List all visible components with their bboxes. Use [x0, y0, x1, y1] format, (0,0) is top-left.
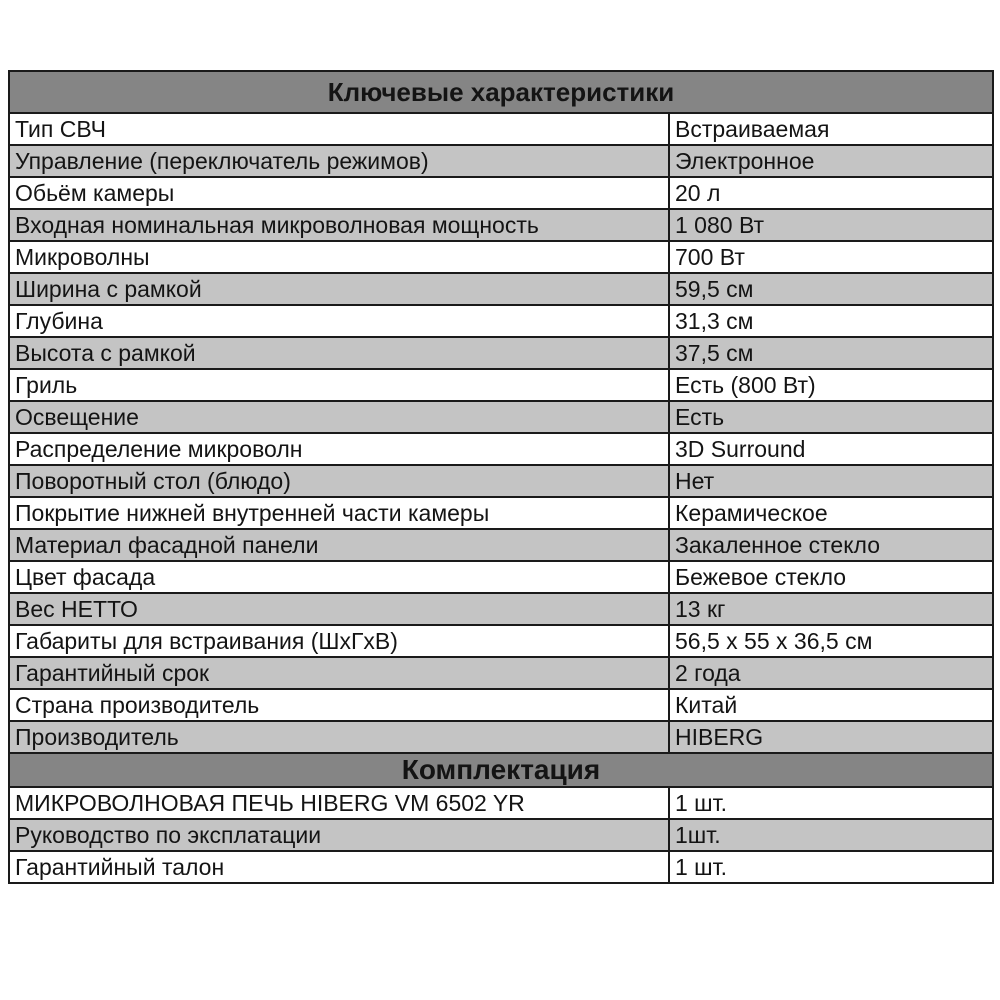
row-label: Производитель: [9, 721, 669, 753]
row-value: HIBERG: [669, 721, 993, 753]
table-row: [9, 657, 993, 689]
row-label: Страна производитель: [9, 689, 669, 721]
row-label: Распределение микроволн: [9, 433, 669, 465]
table-row: [9, 369, 993, 401]
row-value: Есть: [669, 401, 993, 433]
row-value: Китай: [669, 689, 993, 721]
row-value: Нет: [669, 465, 993, 497]
row-value: 700 Вт: [669, 241, 993, 273]
row-value: 13 кг: [669, 593, 993, 625]
row-value: Бежевое стекло: [669, 561, 993, 593]
table-row: [9, 625, 993, 657]
table-row: [9, 819, 993, 851]
row-label: Поворотный стол (блюдо): [9, 465, 669, 497]
table-row: [9, 241, 993, 273]
row-value: Есть (800 Вт): [669, 369, 993, 401]
row-value: Керамическое: [669, 497, 993, 529]
table-row: [9, 529, 993, 561]
row-label: Габариты для встраивания (ШхГхВ): [9, 625, 669, 657]
row-value: 2 года: [669, 657, 993, 689]
table-row: [9, 401, 993, 433]
table-row: [9, 561, 993, 593]
table-row: [9, 177, 993, 209]
row-label: Руководство по эксплатации: [9, 819, 669, 851]
table-row: [9, 209, 993, 241]
section-header-row: [9, 71, 993, 113]
row-value: 1 шт.: [669, 851, 993, 883]
row-label: Глубина: [9, 305, 669, 337]
row-value: Электронное: [669, 145, 993, 177]
table-row: [9, 305, 993, 337]
row-label: Тип СВЧ: [9, 113, 669, 145]
spec-table: [8, 70, 994, 884]
table-row: [9, 145, 993, 177]
row-label: МИКРОВОЛНОВАЯ ПЕЧЬ HIBERG VM 6502 YR: [9, 787, 669, 819]
row-value: 1 080 Вт: [669, 209, 993, 241]
row-value: 1шт.: [669, 819, 993, 851]
table-row: [9, 273, 993, 305]
row-label: Обьём камеры: [9, 177, 669, 209]
table-row: [9, 787, 993, 819]
table-row: [9, 721, 993, 753]
row-value: 31,3 см: [669, 305, 993, 337]
row-value: 3D Surround: [669, 433, 993, 465]
row-value: 59,5 см: [669, 273, 993, 305]
row-value: 37,5 см: [669, 337, 993, 369]
table-row: [9, 689, 993, 721]
row-label: Гарантийный талон: [9, 851, 669, 883]
row-label: Освещение: [9, 401, 669, 433]
row-label: Цвет фасада: [9, 561, 669, 593]
row-value: 20 л: [669, 177, 993, 209]
table-row: [9, 851, 993, 883]
table-row: [9, 433, 993, 465]
row-value: 56,5 х 55 х 36,5 см: [669, 625, 993, 657]
section-title-key-specs: Ключевые характеристики: [9, 71, 993, 113]
row-label: Микроволны: [9, 241, 669, 273]
section-title-package: Комплектация: [9, 753, 993, 787]
row-label: Покрытие нижней внутренней части камеры: [9, 497, 669, 529]
row-label: Материал фасадной панели: [9, 529, 669, 561]
row-label: Управление (переключатель режимов): [9, 145, 669, 177]
row-label: Вес НЕТТО: [9, 593, 669, 625]
row-label: Входная номинальная микроволновая мощность: [9, 209, 669, 241]
table-row: [9, 113, 993, 145]
table-row: [9, 593, 993, 625]
table-row: [9, 465, 993, 497]
row-value: 1 шт.: [669, 787, 993, 819]
row-label: Гарантийный срок: [9, 657, 669, 689]
table-row: [9, 497, 993, 529]
row-label: Высота с рамкой: [9, 337, 669, 369]
row-value: Закаленное стекло: [669, 529, 993, 561]
row-value: Встраиваемая: [669, 113, 993, 145]
table-row: [9, 337, 993, 369]
row-label: Гриль: [9, 369, 669, 401]
row-label: Ширина с рамкой: [9, 273, 669, 305]
section-header-row: [9, 753, 993, 787]
